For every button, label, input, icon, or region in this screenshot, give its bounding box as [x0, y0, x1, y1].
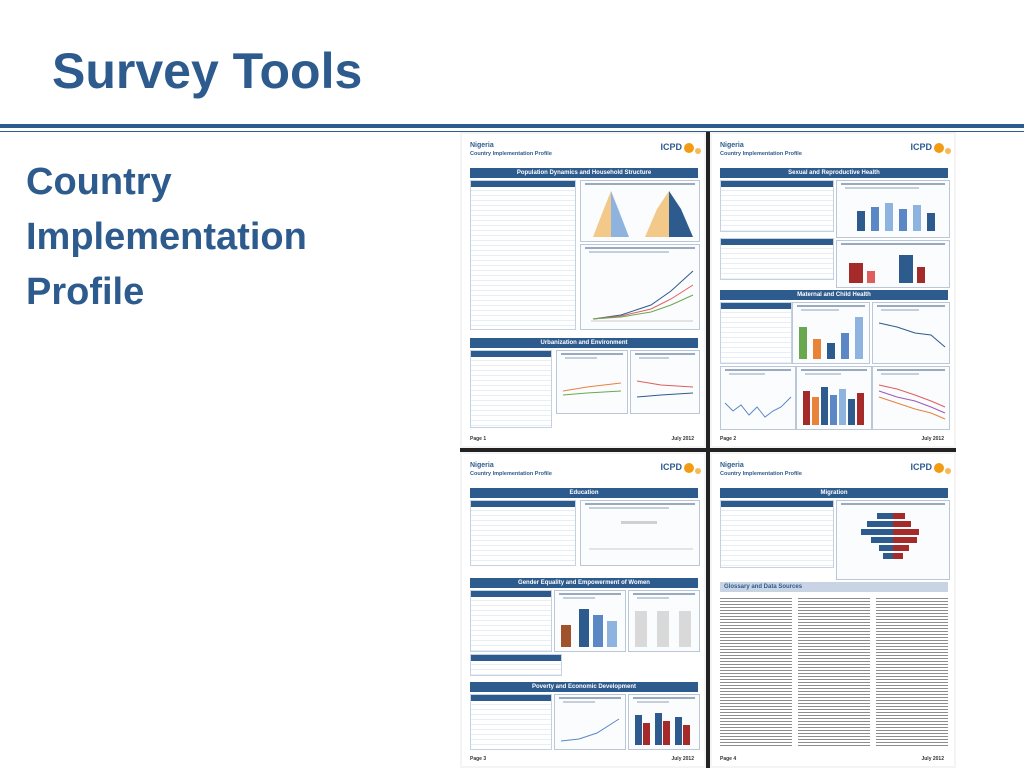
profile-name: Country Implementation Profile	[720, 471, 802, 477]
section-header: Education	[470, 488, 698, 498]
skilled-attendant-chart	[792, 302, 870, 364]
bar-chart-graphic	[629, 695, 699, 749]
page-number: Page 3	[470, 756, 487, 762]
icpd-logo: ICPD	[910, 462, 932, 472]
country-name: Nigeria	[720, 462, 744, 469]
gdp-chart	[554, 694, 626, 750]
interval-chart	[720, 366, 796, 430]
line-chart-graphic	[873, 367, 949, 429]
bar-chart-graphic	[793, 303, 869, 363]
line-chart-graphic	[631, 351, 699, 413]
under-five-mortality-chart	[872, 366, 950, 430]
line-chart-graphic	[555, 695, 625, 749]
icpd-logo-mark	[695, 148, 701, 154]
drinking-water-chart	[556, 350, 628, 414]
icpd-logo-mark	[684, 143, 694, 153]
country-name: Nigeria	[470, 142, 494, 149]
profile-name: Country Implementation Profile	[720, 151, 802, 157]
migration-pyramid-chart	[836, 500, 950, 580]
icpd-logo-mark	[945, 468, 951, 474]
population-pyramid-chart	[580, 180, 700, 242]
population-line-graphic	[581, 245, 699, 329]
page-number: Page 2	[720, 436, 737, 442]
data-table	[470, 180, 576, 330]
icpd-logo-mark	[684, 463, 694, 473]
slide-subtitle	[26, 155, 356, 320]
icpd-logo-mark	[934, 143, 944, 153]
page-date: July 2012	[921, 756, 944, 762]
section-header: Urbanization and Environment	[470, 338, 698, 348]
population-pyramid-graphic	[581, 181, 699, 241]
icpd-logo: ICPD	[660, 142, 682, 152]
data-table	[720, 500, 834, 568]
section-header: Glossary and Data Sources	[720, 582, 948, 592]
title-rule-thick	[0, 124, 1024, 128]
section-header: Population Dynamics and Household Structure	[470, 168, 698, 178]
page-header	[720, 460, 948, 484]
profile-name: Country Implementation Profile	[470, 151, 552, 157]
stunting-chart	[796, 366, 872, 430]
data-table	[470, 350, 552, 428]
thumbnail-page-2	[712, 134, 954, 446]
section-header: Poverty and Economic Development	[470, 682, 698, 692]
icpd-logo-mark	[945, 148, 951, 154]
sanitation-chart	[630, 350, 700, 414]
country-name: Nigeria	[470, 462, 494, 469]
data-table	[720, 180, 834, 232]
line-chart-graphic	[873, 303, 949, 363]
gender-parity-chart	[628, 590, 700, 652]
section-header: Migration	[720, 488, 948, 498]
glossary-text-column	[720, 596, 792, 746]
data-table	[470, 590, 552, 652]
bar-chart-graphic	[837, 181, 949, 237]
bar-chart-graphic	[837, 241, 949, 287]
bar-chart-graphic	[555, 591, 625, 651]
slide-title: Survey Tools	[52, 43, 363, 99]
glossary-text-column	[876, 596, 948, 746]
subtitle-line: Implementation	[26, 216, 307, 258]
profile-name: Country Implementation Profile	[470, 471, 552, 477]
data-table	[720, 302, 792, 364]
youth-chart	[836, 240, 950, 288]
page-date: July 2012	[921, 436, 944, 442]
page-number: Page 1	[470, 436, 487, 442]
icpd-logo-mark	[934, 463, 944, 473]
data-table	[470, 500, 576, 566]
section-header: Maternal and Child Health	[720, 290, 948, 300]
section-header: Gender Equality and Empowerment of Women	[470, 578, 698, 588]
data-table	[470, 694, 552, 750]
migration-pyramid-graphic	[837, 501, 949, 579]
page-header	[470, 140, 698, 164]
thumbnail-page-4	[712, 454, 954, 766]
bar-chart-graphic	[797, 367, 871, 429]
bar-chart-graphic	[629, 591, 699, 651]
data-table	[470, 654, 562, 676]
thumbnail-page-3	[462, 454, 704, 766]
education-chart-graphic	[581, 501, 699, 565]
section-header: Sexual and Reproductive Health	[720, 168, 948, 178]
unmet-need-chart	[836, 180, 950, 238]
thumbnail-page-1	[462, 134, 704, 446]
page-date: July 2012	[671, 756, 694, 762]
glossary-text-column	[798, 596, 870, 746]
subtitle-line: Country	[26, 161, 172, 203]
line-chart-graphic	[557, 351, 627, 413]
page-separator	[460, 448, 956, 452]
icpd-logo: ICPD	[660, 462, 682, 472]
page-date: July 2012	[671, 436, 694, 442]
child-marriage-chart	[554, 590, 626, 652]
education-chart	[580, 500, 700, 566]
data-table	[720, 238, 834, 280]
country-name: Nigeria	[720, 142, 744, 149]
subtitle-line: Profile	[26, 271, 145, 313]
page-number: Page 4	[720, 756, 737, 762]
icpd-logo-mark	[695, 468, 701, 474]
icpd-logo: ICPD	[910, 142, 932, 152]
profile-thumbnails-image	[460, 132, 956, 768]
line-chart-graphic	[721, 367, 795, 429]
page-header	[470, 460, 698, 484]
labour-force-chart	[628, 694, 700, 750]
maternal-mortality-chart	[872, 302, 950, 364]
page-header	[720, 140, 948, 164]
population-growth-chart	[580, 244, 700, 330]
